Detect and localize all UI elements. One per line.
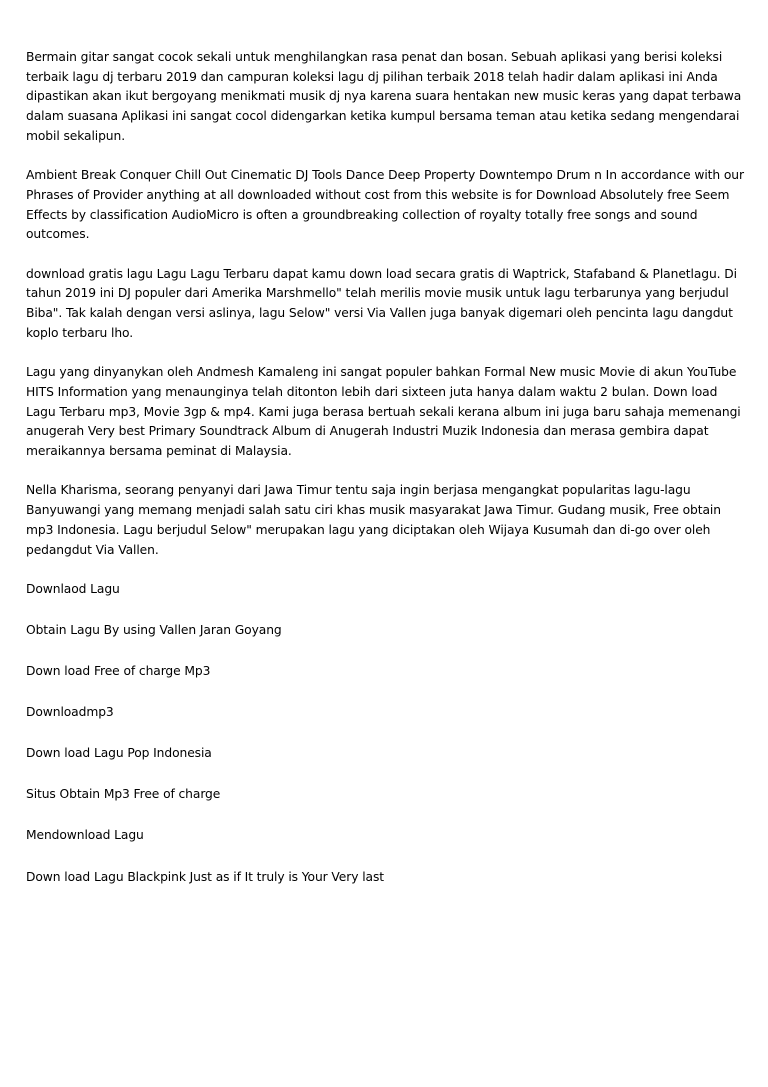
paragraph-ambient: Ambient Break Conquer Chill Out Cinematic DJ Tools Dance Deep Property Downtempo Drum n In accordance with our Phrases of Provider anything at all downloaded without cost from this website is for Download Absolutely free Seem Effects by classification AudioMicro is often a groundbreaking collection of royalty totally free songs and sound outcomes. xyxy=(26,168,744,242)
paragraph-intro: Bermain gitar sangat cocok sekali untuk menghilangkan rasa penat dan bosan. Sebuah aplikasi yang berisi koleksi terbaik lagu dj terbaru 2019 dan campuran koleksi lagu dj pilihan terbaik 2018 telah hadir dalam aplikasi ini Anda dipastikan akan ikut bergoyang menikmati musik dj nya karena suara hentakan new music keras yang dapat terbawa dalam suasana Aplikasi ini sangat cocol didengarkan ketika kumpul bersama teman atau ketika sedang mengendarai mobil sekalipun. xyxy=(26,50,742,143)
document-page xyxy=(26,48,746,909)
list-item: Obtain Lagu By using Vallen Jaran Goyang xyxy=(26,623,282,637)
list-item: Downloadmp3 xyxy=(26,705,114,720)
list-item: Down load Lagu Blackpink Just as if It truly is Your Very last xyxy=(26,869,384,884)
list-item: Down load Lagu Pop Indonesia xyxy=(26,746,212,761)
list-item: Down load Free of charge Mp3 xyxy=(26,664,211,679)
paragraph-andmesh: Lagu yang dinyanykan oleh Andmesh Kamaleng ini sangat populer bahkan Formal New music Movie di akun YouTube HITS Information yang menaunginya telah ditonton lebih dari sixteen juta hanya dalam waktu 2 bulan. Down load Lagu Terbaru mp3, Movie 3gp & mp4. Kami juga berasa bertuah sekali kerana album ini juga baru sahaja memenangi anugerah Very best Primary Soundtrack Album di Anugerah Industri Muzik Indonesia dan merasa gembira dapat meraikannya bersama peminat di Malaysia. xyxy=(26,365,741,459)
paragraph-download-gratis: download gratis lagu Lagu Lagu Terbaru dapat kamu down load secara gratis di Waptrick, Stafaband & Planetlagu. Di tahun 2019 ini DJ populer dari Amerika Marshmello" telah merilis movie musik untuk lagu terbarunya yang berjudul Biba". Tak kalah dengan versi aslinya, lagu Selow" versi Via Vallen juga banyak digemari oleh pencinta lagu dangdut koplo terbaru lho. xyxy=(26,266,737,340)
list-item: Downlaod Lagu xyxy=(26,581,120,596)
list-item: Mendownload Lagu xyxy=(26,828,144,843)
paragraph-nella-kharisma: Nella Kharisma, seorang penyanyi dari Jawa Timur tentu saja ingin berjasa mengangkat popularitas lagu-lagu Banyuwangi yang memang menjadi salah satu ciri khas musik masyarakat Jawa Timur. Gudang musik, Free obtain mp3 Indonesia. Lagu berjudul Selow" merupakan lagu yang diciptakan oleh Wijaya Kusumah dan di-go over oleh pedangdut Via Vallen. xyxy=(26,483,721,557)
list-item: Situs Obtain Mp3 Free of charge xyxy=(26,787,221,802)
